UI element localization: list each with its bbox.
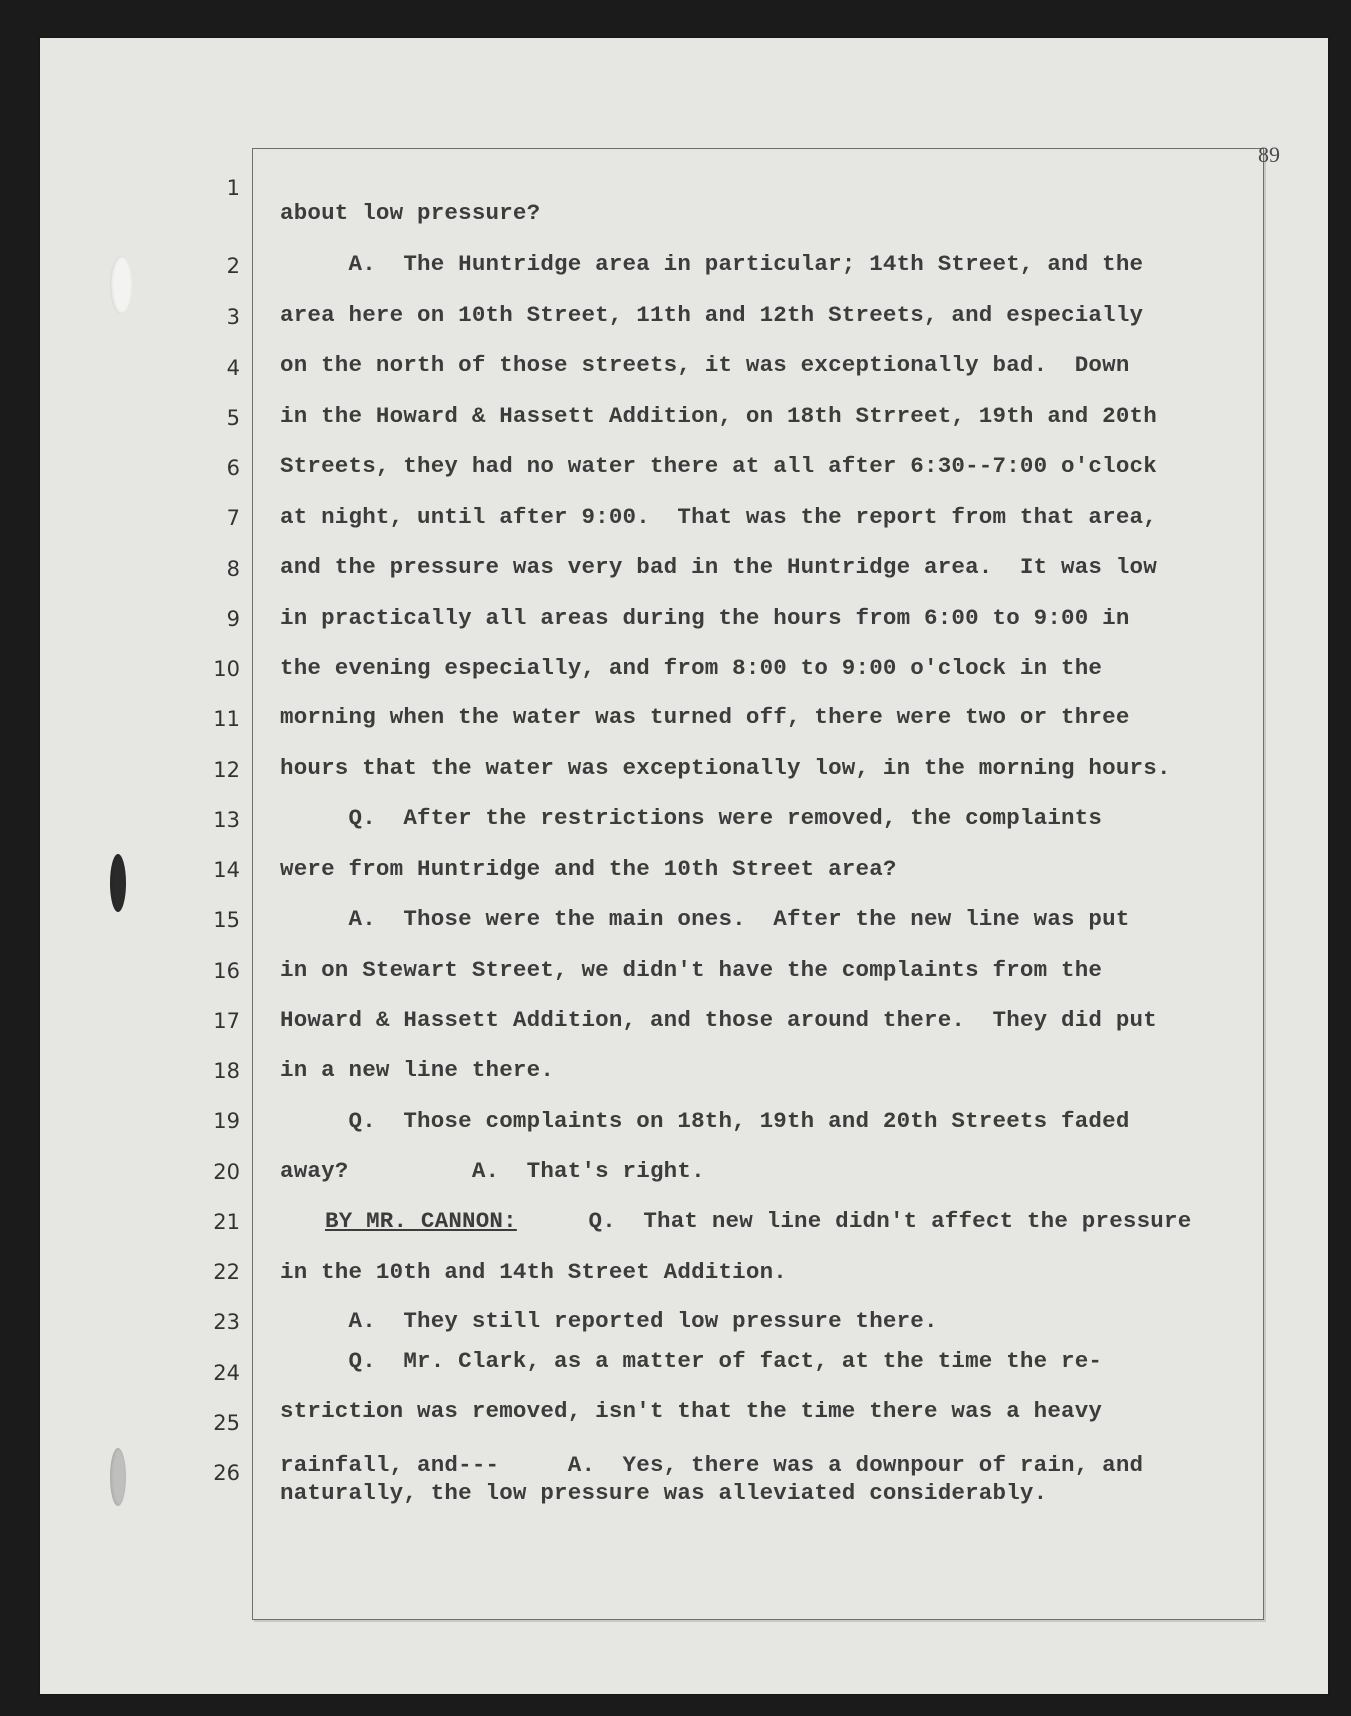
transcript-line: in the Howard & Hassett Addition, on 18th Strreet, 19th and 20th xyxy=(280,403,1157,429)
line-number: 20 xyxy=(213,1160,240,1184)
line-number: 9 xyxy=(226,607,240,631)
line-number: 1 xyxy=(226,176,240,200)
line-number: 13 xyxy=(213,808,240,832)
line-number: 17 xyxy=(213,1009,240,1033)
line-number: 26 xyxy=(213,1461,240,1485)
line-number: 22 xyxy=(213,1260,240,1284)
transcript-line: the evening especially, and from 8:00 to 9:00 o'clock in the xyxy=(280,655,1103,681)
transcript-line: rainfall, and--- A. Yes, there was a downpour of rain, and xyxy=(280,1452,1144,1478)
binder-hole xyxy=(110,854,126,912)
transcript-line: in practically all areas during the hours from 6:00 to 9:00 in xyxy=(280,605,1130,631)
line-number: 18 xyxy=(213,1059,240,1083)
line-number: 24 xyxy=(213,1361,240,1385)
line-number: 16 xyxy=(213,959,240,983)
line-number: 21 xyxy=(213,1210,240,1234)
transcript-line: were from Huntridge and the 10th Street area? xyxy=(280,856,897,882)
transcript-line: Q. Mr. Clark, as a matter of fact, at the time the re- xyxy=(280,1348,1103,1374)
line-number: 2 xyxy=(226,254,240,278)
transcript-line: Q. Those complaints on 18th, 19th and 20th Streets faded xyxy=(280,1108,1130,1134)
line-number: 8 xyxy=(226,557,240,581)
binder-hole xyxy=(110,1448,126,1506)
line-number: 7 xyxy=(226,506,240,530)
line-number: 23 xyxy=(213,1310,240,1334)
transcript-line: morning when the water was turned off, there were two or three xyxy=(280,704,1130,730)
transcript-line: and the pressure was very bad in the Huntridge area. It was low xyxy=(280,554,1157,580)
transcript-line: Streets, they had no water there at all after 6:30--7:00 o'clock xyxy=(280,453,1157,479)
line-number: 3 xyxy=(226,305,240,329)
transcript-line: in on Stewart Street, we didn't have the complaints from the xyxy=(280,957,1103,983)
transcript-line: hours that the water was exceptionally low, in the morning hours. xyxy=(280,755,1171,781)
transcript-line: in a new line there. xyxy=(280,1057,555,1083)
transcript-line: Q. After the restrictions were removed, the complaints xyxy=(280,805,1103,831)
line-number: 4 xyxy=(226,356,240,380)
transcript-line: on the north of those streets, it was exceptionally bad. Down xyxy=(280,352,1130,378)
line-number: 19 xyxy=(213,1109,240,1133)
transcript-line: A. Those were the main ones. After the new line was put xyxy=(280,906,1130,932)
transcript-line: Q. That new line didn't affect the pressure xyxy=(520,1208,1192,1234)
transcript-line: Howard & Hassett Addition, and those around there. They did put xyxy=(280,1007,1157,1033)
line-number: 15 xyxy=(213,908,240,932)
transcript-line: at night, until after 9:00. That was the report from that area, xyxy=(280,504,1157,530)
line-number: 12 xyxy=(213,758,240,782)
transcript-line: naturally, the low pressure was alleviated considerably. xyxy=(280,1480,1048,1506)
transcript-line: area here on 10th Street, 11th and 12th Streets, and especially xyxy=(280,302,1144,328)
transcript-line: A. The Huntridge area in particular; 14th Street, and the xyxy=(280,251,1144,277)
transcript-line: in the 10th and 14th Street Addition. xyxy=(280,1259,787,1285)
line-number: 5 xyxy=(226,406,240,430)
line-number: 6 xyxy=(226,456,240,480)
transcript-line: away? A. That's right. xyxy=(280,1158,705,1184)
examiner-heading: BY MR. CANNON: xyxy=(325,1208,517,1234)
line-number: 25 xyxy=(213,1411,240,1435)
line-number: 11 xyxy=(213,707,240,731)
page-number: 89 xyxy=(1258,142,1280,167)
transcript-line: A. They still reported low pressure there. xyxy=(280,1308,938,1334)
transcript-line: striction was removed, isn't that the time there was a heavy xyxy=(280,1398,1103,1424)
binder-hole xyxy=(110,256,132,314)
line-number: 10 xyxy=(213,657,240,681)
line-number: 14 xyxy=(213,858,240,882)
transcript-line: about low pressure? xyxy=(280,200,541,226)
